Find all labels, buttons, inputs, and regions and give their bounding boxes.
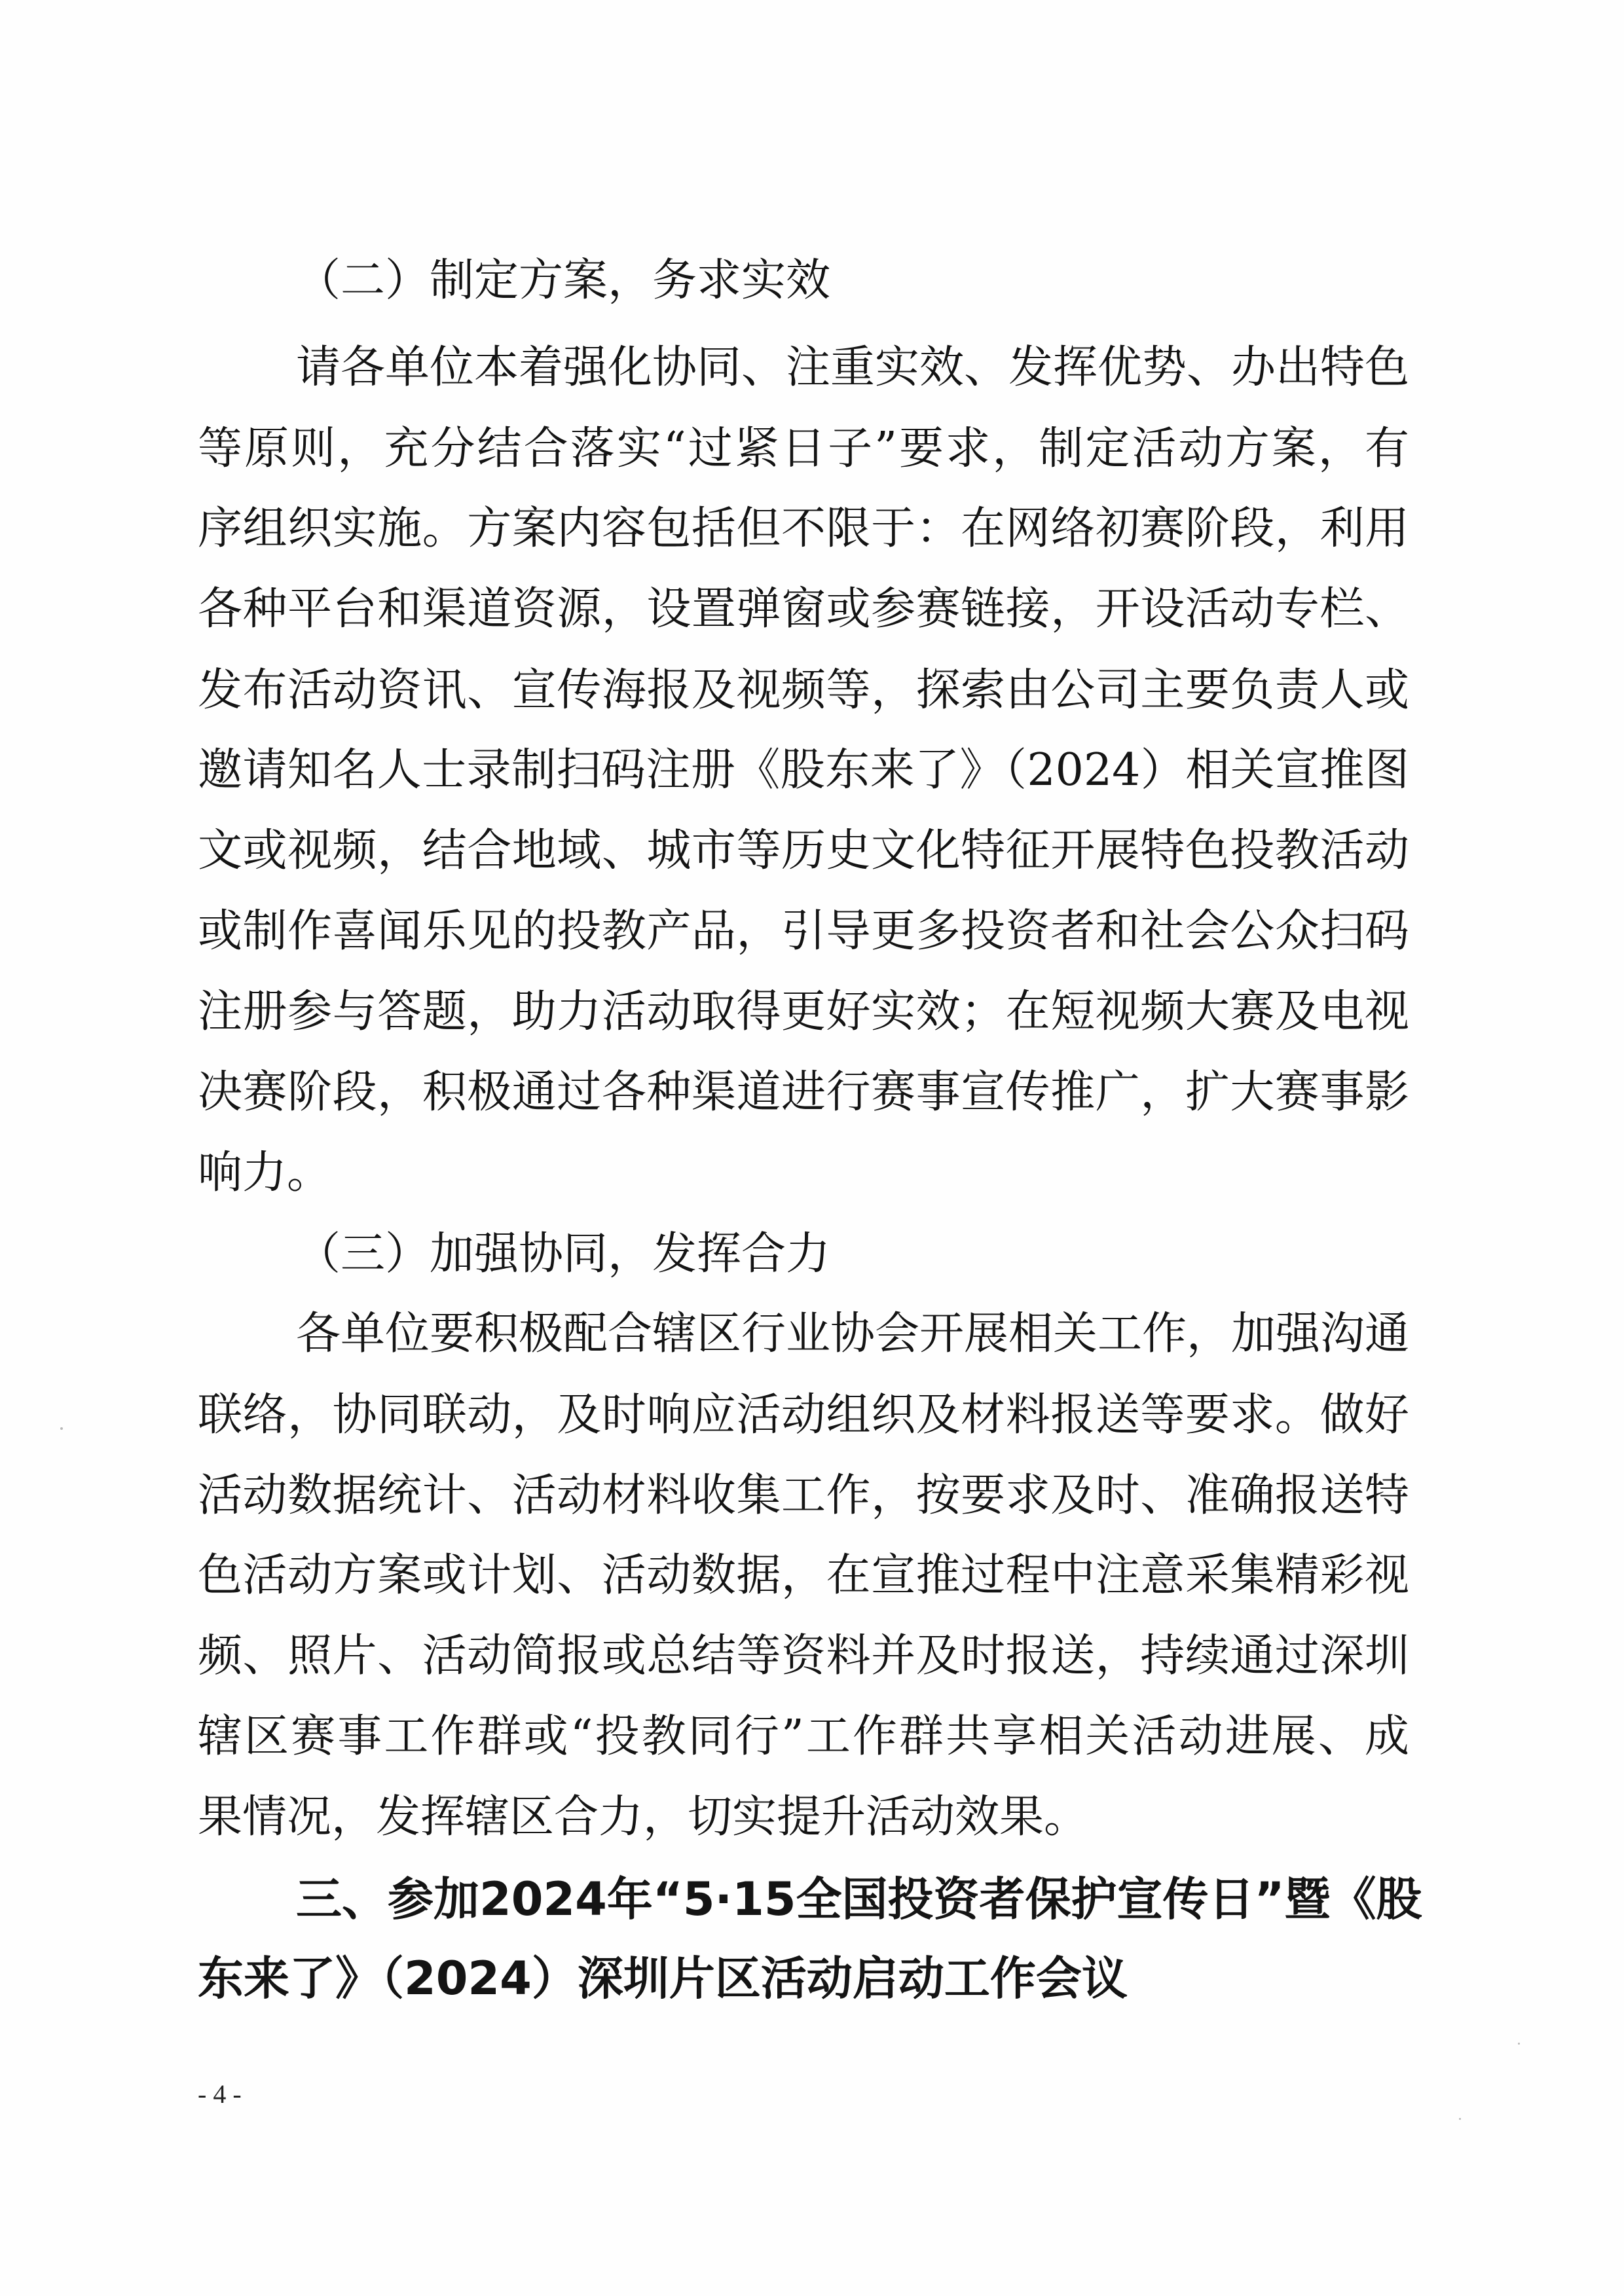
- paragraph-line: 文或视频，结合地域、城市等历史文化特征开展特色投教活动: [198, 825, 1409, 877]
- paragraph-line: 请各单位本着强化协同、注重实效、发挥优势、办出特色: [296, 342, 1410, 393]
- scan-speck: [1518, 2043, 1520, 2045]
- section-heading: 东来了》（2024）深圳片区活动启动工作会议: [198, 1952, 1128, 2005]
- paragraph-line: 等原则，充分结合落实“过紧日子”要求，制定活动方案，有: [198, 423, 1409, 475]
- paragraph-line: 响力。: [198, 1147, 332, 1199]
- paragraph-line: 联络，协同联动，及时响应活动组织及材料报送等要求。做好: [198, 1389, 1409, 1441]
- paragraph-line: 果情况，发挥辖区合力，切实提升活动效果。: [198, 1791, 1089, 1843]
- section-subheading: （二）制定方案，务求实效: [296, 255, 831, 306]
- section-subheading: （三）加强协同，发挥合力: [296, 1228, 831, 1280]
- scan-speck: [60, 1427, 63, 1430]
- paragraph-line: 频、照片、活动简报或总结等资料并及时报送，持续通过深圳: [198, 1630, 1409, 1682]
- section-heading: 三、参加2024年“5·15全国投资者保护宣传日”暨《股: [296, 1872, 1422, 1926]
- paragraph-line: 决赛阶段，积极通过各种渠道进行赛事宣传推广，扩大赛事影: [198, 1066, 1409, 1118]
- paragraph-line: 各单位要积极配合辖区行业协会开展相关工作，加强沟通: [296, 1308, 1410, 1360]
- paragraph-line: 注册参与答题，助力活动取得更好实效；在短视频大赛及电视: [198, 986, 1409, 1038]
- scan-speck: [1459, 2118, 1461, 2120]
- paragraph-line: 邀请知名人士录制扫码注册《股东来了》（2024）相关宣推图: [198, 744, 1409, 796]
- paragraph-line: 序组织实施。方案内容包括但不限于：在网络初赛阶段，利用: [198, 503, 1409, 555]
- paragraph-line: 辖区赛事工作群或“投教同行”工作群共享相关活动进展、成: [198, 1711, 1409, 1762]
- page-number: - 4 -: [198, 2079, 242, 2109]
- paragraph-line: 色活动方案或计划、活动数据，在宣推过程中注意采集精彩视: [198, 1550, 1409, 1601]
- paragraph-line: 活动数据统计、活动材料收集工作，按要求及时、准确报送特: [198, 1470, 1409, 1522]
- paragraph-line: 各种平台和渠道资源，设置弹窗或参赛链接，开设活动专栏、: [198, 583, 1409, 635]
- paragraph-line: 发布活动资讯、宣传海报及视频等，探索由公司主要负责人或: [198, 665, 1409, 716]
- paragraph-line: 或制作喜闻乐见的投教产品，引导更多投资者和社会公众扫码: [198, 905, 1409, 957]
